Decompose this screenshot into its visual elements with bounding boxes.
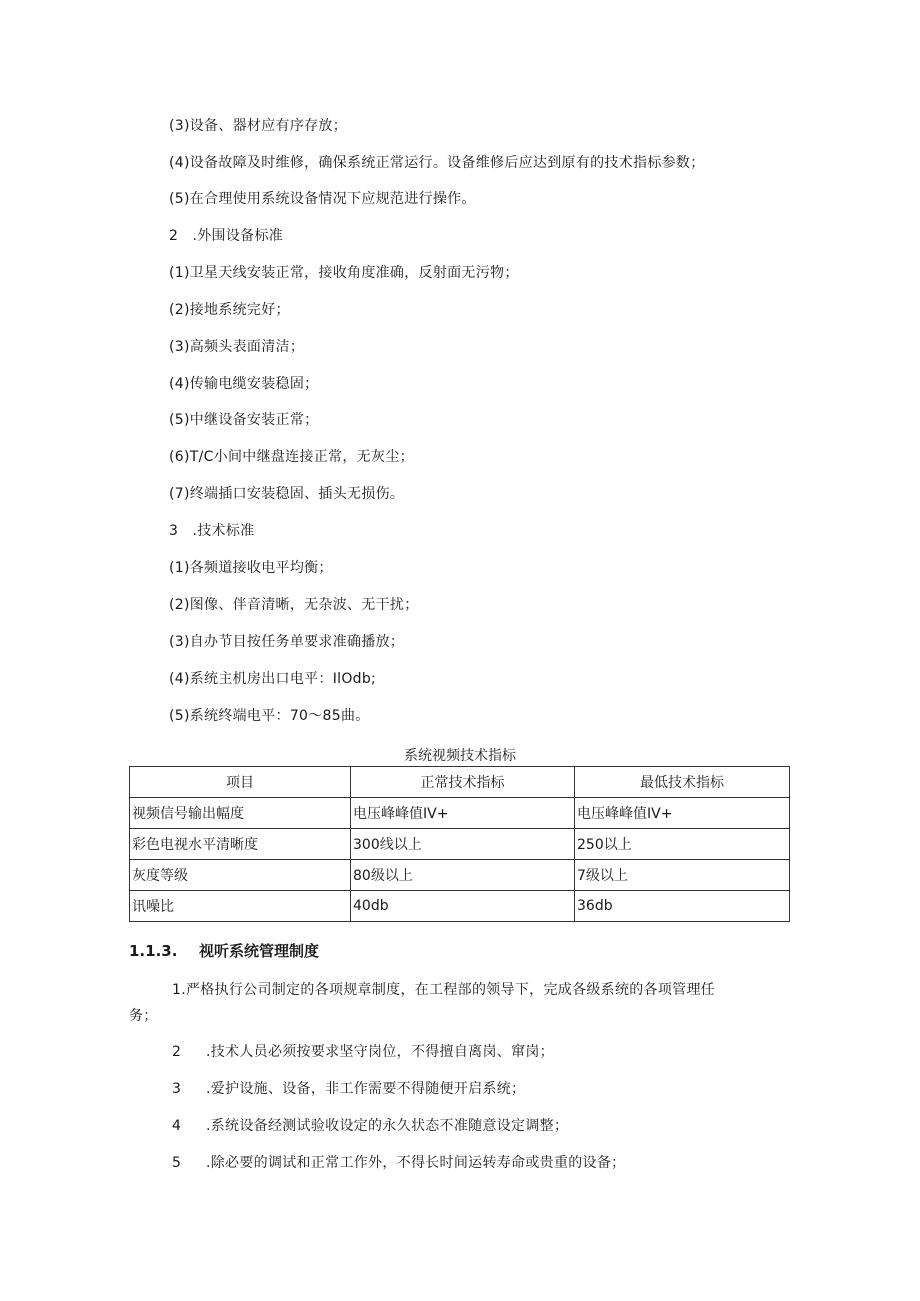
table-cell: 电压峰峰值IV+ xyxy=(351,798,575,829)
text-line: (4)系统主机房出口电平：IlOdb; xyxy=(169,671,377,687)
table-header-row xyxy=(130,767,790,798)
table-cell: 电压峰峰值IV+ xyxy=(575,798,790,829)
text-line: (5)中继设备安装正常； xyxy=(169,412,319,428)
text-line: (3)高频头表面清洁； xyxy=(169,339,305,355)
rule-number: 4 xyxy=(172,1118,182,1134)
rule-item xyxy=(172,1116,568,1136)
table-cell: 讯噪比 xyxy=(130,891,351,922)
section-title: 视听系统管理制度 xyxy=(199,942,320,960)
table-cell: 视频信号输出幅度 xyxy=(130,798,351,829)
text-line: (1)卫星天线安装正常，接收角度准确，反射面无污物； xyxy=(169,265,519,281)
rule-text: .爱护设施、设备，非工作需要不得随便开启系统； xyxy=(206,1081,526,1097)
text-line: (3)设备、器材应有序存放； xyxy=(169,118,348,134)
text-line: (7)终端插口安装稳固、插头无损伤。 xyxy=(169,486,405,502)
rule-item xyxy=(172,1079,525,1099)
rule-text: .技术人员必须按要求坚守岗位，不得擅自离岗、窜岗； xyxy=(206,1044,554,1060)
section-heading xyxy=(129,940,319,962)
text-line: (5)系统终端电平：70～85曲。 xyxy=(169,708,370,724)
rule-number: 2 xyxy=(172,1044,182,1060)
rule-item xyxy=(172,1153,625,1173)
section-number: 1.1.3. xyxy=(129,942,178,960)
text-line: (4)设备故障及时维修，确保系统正常运行。设备维修后应达到原有的技术指标参数； xyxy=(169,155,705,171)
rule-number: 3 xyxy=(172,1081,182,1097)
rule-text: .系统设备经测试验收设定的永久状态不准随意设定调整； xyxy=(206,1118,569,1134)
text-line: (6)T/C小间中继盘连接正常，无灰尘； xyxy=(169,449,414,465)
table-row xyxy=(130,860,790,891)
text-line: (2)接地系统完好； xyxy=(169,302,290,318)
table-cell: 80级以上 xyxy=(351,860,575,891)
text-line: (5)在合理使用系统设备情况下应规范进行操作。 xyxy=(169,191,476,207)
rule-text: .除必要的调试和正常工作外，不得长时间运转寿命或贵重的设备； xyxy=(206,1155,626,1171)
subheading: 3 .技术标准 xyxy=(169,523,255,539)
text-line: (3)自办节目按任务单要求准确播放； xyxy=(169,634,405,650)
table-cell: 7级以上 xyxy=(575,860,790,891)
spec-table xyxy=(129,766,790,922)
rule-number: 5 xyxy=(172,1155,182,1171)
table-cell: 40db xyxy=(351,891,575,922)
table-header-cell: 最低技术指标 xyxy=(575,767,790,798)
table-cell: 250以上 xyxy=(575,829,790,860)
table-title: 系统视频技术指标 xyxy=(404,748,516,764)
table-row xyxy=(130,891,790,922)
rule-item-continuation: 务； xyxy=(129,1008,158,1024)
rule-item: 1.严格执行公司制定的各项规章制度，在工程部的领导下，完成各级系统的各项管理任 xyxy=(172,982,716,998)
table-header-cell: 正常技术指标 xyxy=(351,767,575,798)
table-header-cell: 项目 xyxy=(130,767,351,798)
text-line: (1)各频道接收电平均衡； xyxy=(169,560,333,576)
subheading: 2 .外围设备标准 xyxy=(169,228,284,244)
text-line: (2)图像、伴音清晰，无杂波、无干扰； xyxy=(169,597,419,613)
table-cell: 彩色电视水平清晰度 xyxy=(130,829,351,860)
table-row xyxy=(130,798,790,829)
rule-item xyxy=(172,1042,554,1062)
table-cell: 灰度等级 xyxy=(130,860,351,891)
text-line: (4)传输电缆安装稳固； xyxy=(169,376,319,392)
table-cell: 36db xyxy=(575,891,790,922)
table-cell: 300线以上 xyxy=(351,829,575,860)
table-row xyxy=(130,829,790,860)
